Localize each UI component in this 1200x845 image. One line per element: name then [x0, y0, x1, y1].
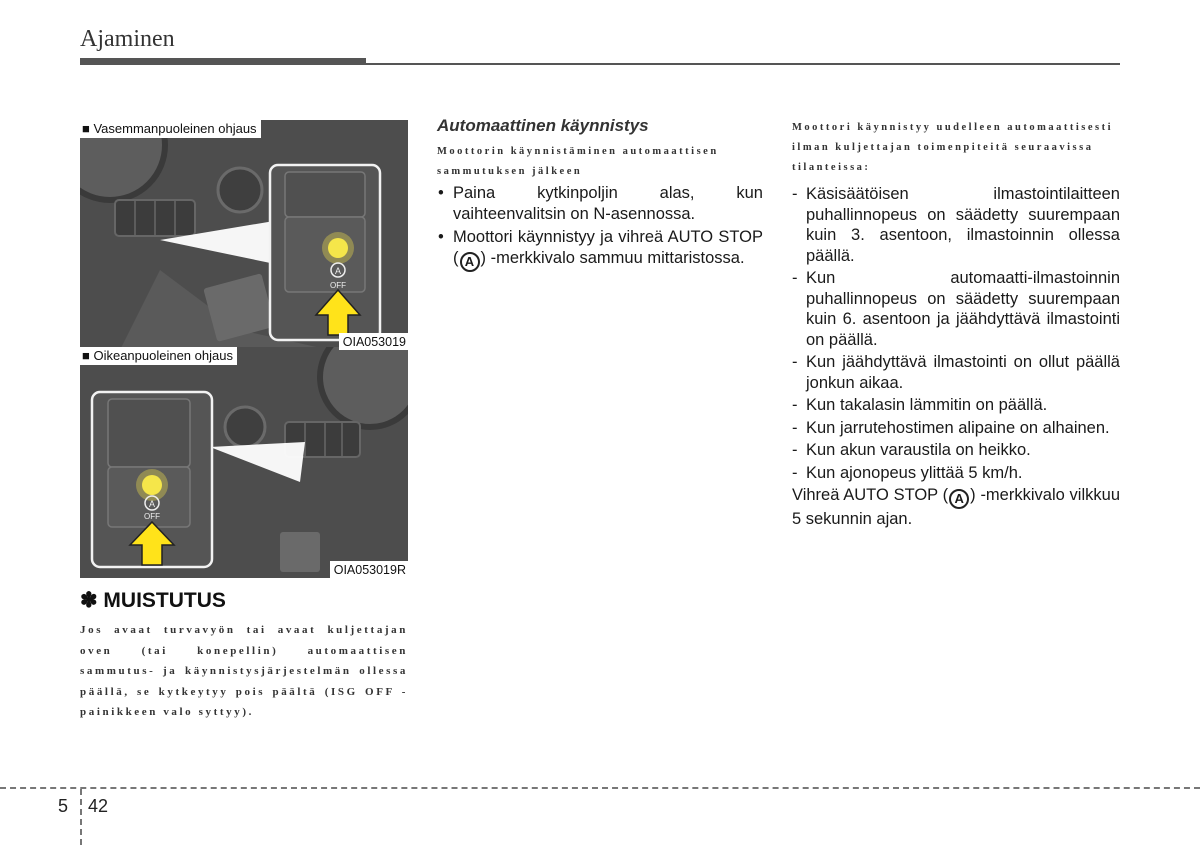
- switch-off-text: OFF: [144, 512, 160, 521]
- conditions-list: [792, 184, 1120, 483]
- chapter-number: 5: [58, 796, 69, 816]
- list-item: [437, 183, 763, 224]
- switch-off-text: OFF: [330, 281, 346, 290]
- closing-text: [792, 485, 1120, 530]
- list-item: - Kun akun varaustila on heikko.: [792, 440, 1120, 461]
- list-item: [437, 227, 763, 272]
- switch-icon-letter: A: [334, 266, 342, 276]
- footer-vertical-divider: [80, 789, 82, 845]
- conditions-intro: Moottori käynnistyy uudelleen automaattisesti ilman kuljettajan toimenpiteitä seuraavissa tilanteissa:: [792, 122, 1114, 173]
- dashboard-illustration-lhd: [80, 120, 408, 350]
- footer-divider: [0, 787, 1200, 789]
- dashboard-illustration-rhd: [80, 347, 408, 578]
- auto-stop-icon: A: [949, 489, 969, 509]
- closing-after: ) -merkkivalo vilkkuu 5 sekunnin ajan.: [792, 486, 1120, 528]
- list-item: - Kun jarrutehostimen alipaine on alhainen.: [792, 418, 1120, 439]
- figure-left-hand-drive: [80, 120, 408, 350]
- section-auto-start: [437, 116, 763, 275]
- figure-code-rhd: OIA053019R: [330, 561, 408, 578]
- header-rule-thin: [366, 63, 1120, 65]
- figure-caption-lhd: ■ Vasemmanpuoleinen ohjaus: [80, 120, 261, 138]
- bullet-text: Paina kytkinpoljin alas, kun vaihteenvalitsin on N-asennossa.: [453, 184, 763, 223]
- restart-conditions: [792, 118, 1120, 530]
- list-item: - Kun automaatti-ilmastoinnin puhallinnopeus on säädetty suurempaan kuin 6. asentoon ja jäähdyttävä ilmastointi on päällä.: [792, 268, 1120, 350]
- note-body: Jos avaat turvavyön tai avaat kuljettajan oven (tai konepellin) automaattisen sammutus- ja käynnistysjärjestelmän ollessa päällä, se kytkeytyy pois päältä (ISG OFF -painikkeen valo syttyy).: [80, 624, 408, 718]
- list-item: - Kun jäähdyttävä ilmastointi on ollut päällä jonkun aikaa.: [792, 352, 1120, 393]
- list-item: - Kun ajonopeus ylittää 5 km/h.: [792, 463, 1120, 484]
- section-heading: Automaattinen käynnistys: [437, 116, 649, 135]
- switch-icon-letter: A: [148, 499, 156, 509]
- bullet-text-before: Moottori käynnistyy ja vihreä AUTO STOP (: [453, 228, 763, 267]
- note-title: ✽ MUISTUTUS: [80, 589, 226, 612]
- page-header-title: Ajaminen: [80, 26, 175, 52]
- auto-stop-icon: A: [460, 252, 480, 272]
- figure-right-hand-drive: [80, 347, 408, 578]
- section-subheading: Moottorin käynnistäminen automaattisen sammutuksen jälkeen: [437, 146, 719, 177]
- closing-before: Vihreä AUTO STOP (: [792, 486, 949, 504]
- figure-code-lhd: OIA053019: [339, 333, 408, 350]
- bullet-list: [437, 183, 763, 272]
- figure-caption-rhd: ■ Oikeanpuoleinen ohjaus: [80, 347, 237, 365]
- page-number: 42: [88, 796, 109, 816]
- list-item: - Kun takalasin lämmitin on päällä.: [792, 395, 1120, 416]
- list-item: - Käsisäätöisen ilmastointilaitteen puhallinnopeus on säädetty suurempaan kuin 3. asentoon, ilmastoinnin ollessa päällä.: [792, 184, 1120, 266]
- bullet-text-after: ) -merkkivalo sammuu mittaristossa.: [480, 248, 745, 267]
- header-rule-thick: [80, 58, 366, 65]
